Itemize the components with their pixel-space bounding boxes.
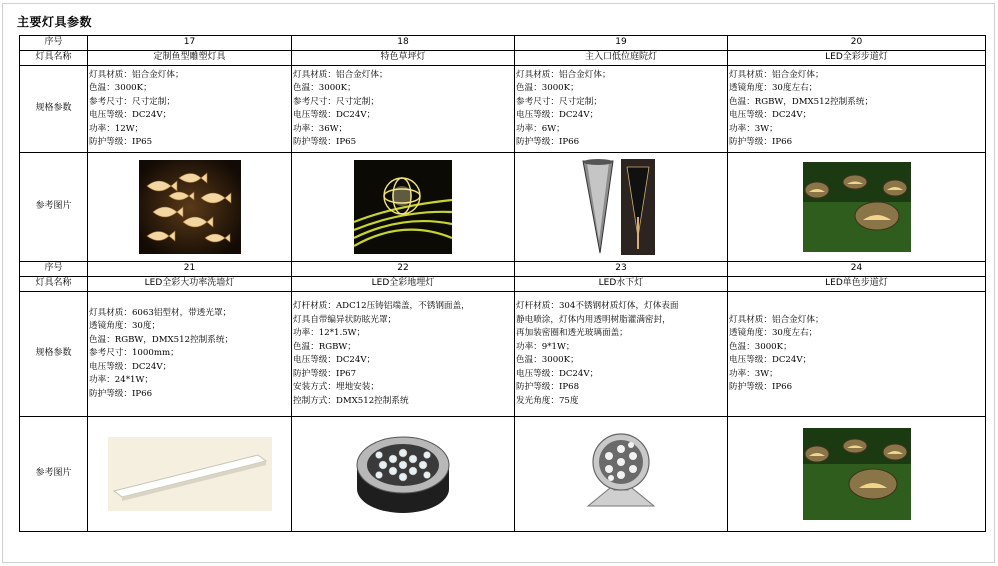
index-cell: 19	[515, 36, 728, 51]
table-row-specs	[20, 66, 986, 153]
table-row-image	[20, 417, 986, 532]
specs-cell	[88, 66, 292, 153]
table-row-name	[20, 51, 986, 66]
image-cell	[88, 417, 292, 532]
specs-text: 灯具材质：6063铝型材，带透光罩； 透镜角度：30度； 色温：RGBW，DMX512控制系统； 参考尺寸：1000mm； 电压等级：DC24V； 功率：24*1W； 防护等级：IP66	[89, 307, 234, 399]
image-cell	[292, 417, 515, 532]
label-index: 序号	[20, 262, 88, 277]
wall-washer-light-photo	[108, 437, 272, 511]
name-cell: LED单色步道灯	[728, 277, 986, 292]
index-cell: 24	[728, 262, 986, 277]
image-cell	[515, 153, 728, 262]
table-row-index	[20, 262, 986, 277]
name-cell: 主入口低位庭院灯	[515, 51, 728, 66]
image-cell	[728, 153, 986, 262]
image-cell	[728, 417, 986, 532]
index-cell: 21	[88, 262, 292, 277]
image-cell	[292, 153, 515, 262]
name-cell: LED全彩地埋灯	[292, 277, 515, 292]
index-cell: 18	[292, 36, 515, 51]
underwater-light-photo	[580, 432, 662, 516]
specs-cell	[88, 292, 292, 417]
table-row-name	[20, 277, 986, 292]
specs-text: 灯杆材质：304不锈钢材质灯体，灯体表面 静电喷涂，灯体内用透明树脂灌满密封， 再加装密圈和透光玻璃面盖； 功率：9*1W； 色温：3000K； 电压等级：DC24V； 防护等级：IP68 发光角度：75度	[516, 301, 679, 406]
table-row-specs	[20, 292, 986, 417]
feature-lawn-light-photo	[354, 160, 452, 254]
label-name: 灯具名称	[20, 277, 88, 292]
index-cell: 17	[88, 36, 292, 51]
name-cell: 定制鱼型雕塑灯具	[88, 51, 292, 66]
name-cell: LED全彩大功率洗墙灯	[88, 277, 292, 292]
specs-text: 灯具材质：铝合金灯体； 透镜角度：30度左右； 色温：RGBW，DMX512控制系统； 电压等级：DC24V； 功率：3W； 防护等级：IP66	[729, 69, 874, 147]
name-cell: 特色草坪灯	[292, 51, 515, 66]
table-row-index	[20, 36, 986, 51]
specs-cell	[728, 292, 986, 417]
specs-cell	[515, 292, 728, 417]
index-cell: 23	[515, 262, 728, 277]
label-index: 序号	[20, 36, 88, 51]
label-image: 参考图片	[20, 417, 88, 532]
specs-cell	[728, 66, 986, 153]
specs-text: 灯具材质：铝合金灯体； 色温：3000K； 参考尺寸：尺寸定制； 电压等级：DC24V； 功率：6W； 防护等级：IP66	[516, 69, 611, 147]
label-image: 参考图片	[20, 153, 88, 262]
specs-cell	[292, 66, 515, 153]
image-cell	[88, 153, 292, 262]
image-cell	[515, 417, 728, 532]
full-color-path-light-photo	[803, 162, 911, 252]
fish-sculpture-light-photo	[139, 160, 241, 254]
table-row-image	[20, 153, 986, 262]
specs-table	[19, 35, 986, 532]
name-cell: LED全彩步道灯	[728, 51, 986, 66]
name-cell: LED水下灯	[515, 277, 728, 292]
in-ground-light-photo	[355, 431, 451, 517]
specs-cell	[292, 292, 515, 417]
specs-text: 灯杆材质：ADC12压铸铝端盖，不锈钢面盖， 灯具自带编异状防眩光罩； 功率：12*1.5W； 色温：RGBW； 电压等级：DC24V； 防护等级：IP67 安装方式：埋地安装； 控制方式：DMX512控制系统	[293, 301, 470, 406]
specs-text: 灯具材质：铝合金灯体； 透镜角度：30度左右； 色温：3000K； 电压等级：DC24V； 功率：3W； 防护等级：IP66	[729, 314, 824, 392]
specs-cell	[515, 66, 728, 153]
courtyard-low-light-photo	[577, 157, 665, 257]
label-specs: 规格参数	[20, 66, 88, 153]
index-cell: 20	[728, 36, 986, 51]
index-cell: 22	[292, 262, 515, 277]
specs-text: 灯具材质：铝合金灯体； 色温：3000K； 参考尺寸：尺寸定制； 电压等级：DC24V； 功率：36W； 防护等级：IP65	[293, 69, 388, 147]
label-name: 灯具名称	[20, 51, 88, 66]
page-title: 主要灯具参数	[17, 15, 93, 29]
specs-text: 灯具材质：铝合金灯体； 色温：3000K； 参考尺寸：尺寸定制； 电压等级：DC24V； 功率：12W； 防护等级：IP65	[89, 69, 184, 147]
label-specs: 规格参数	[20, 292, 88, 417]
single-color-path-light-photo	[803, 428, 911, 520]
